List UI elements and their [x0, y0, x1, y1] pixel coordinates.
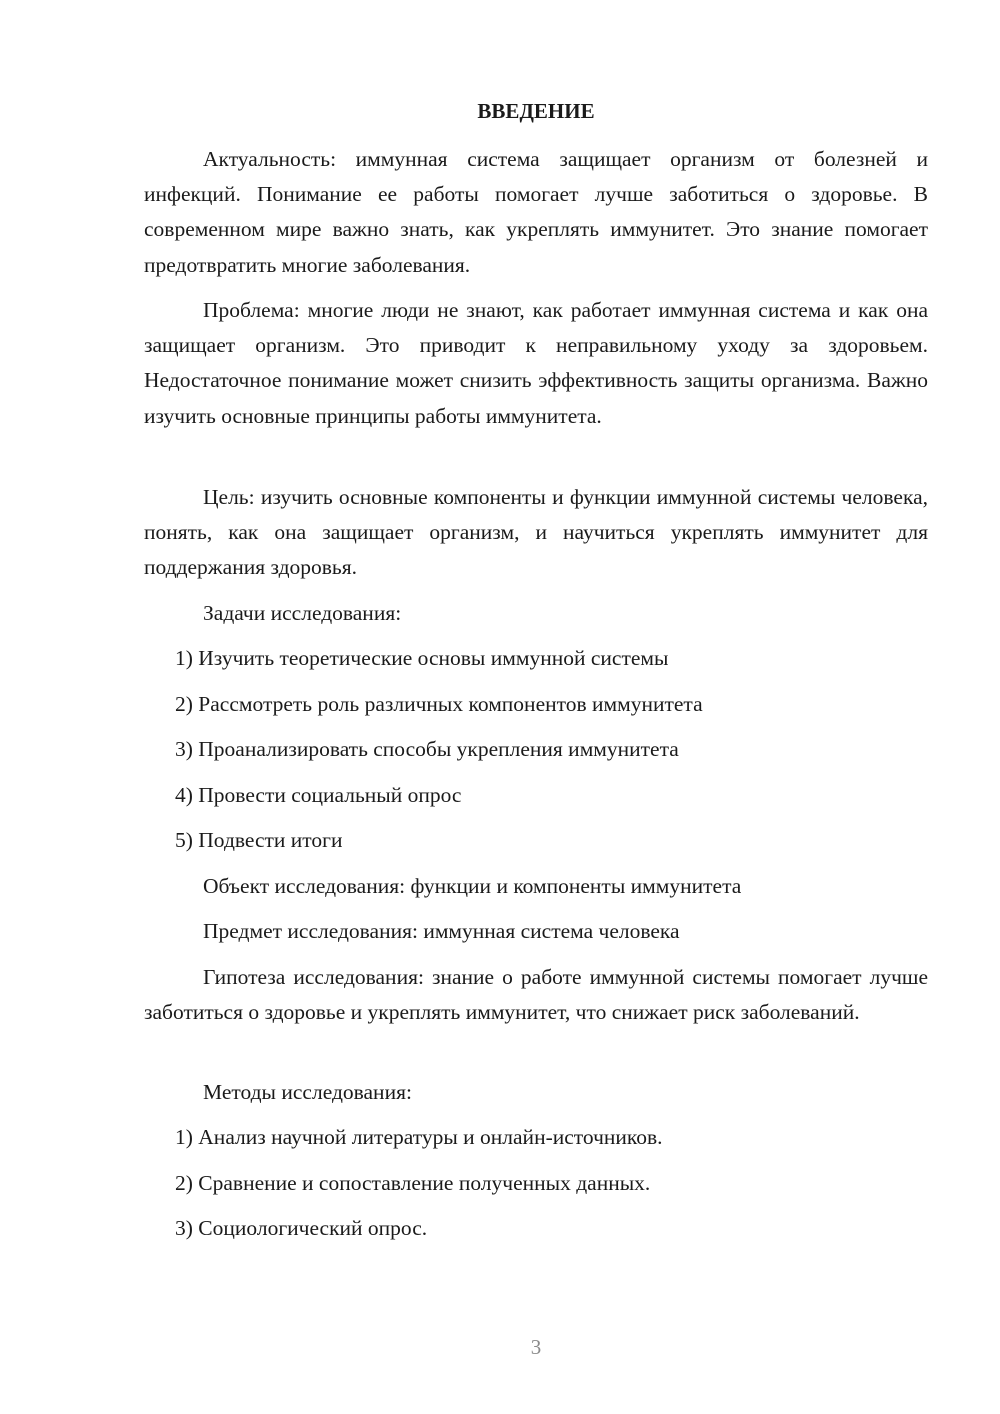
research-object: Объект исследования: функции и компоненты иммунитета — [203, 874, 742, 898]
paragraph-relevance: Актуальность: иммунная система защищает организм от болезней и инфекций. Понимание ее работы помогает лучше заботиться о здоровье. В современном мире важно знать, как укреплять иммунитет. Это знание помогает предотвратить многие заболевания. — [144, 147, 928, 277]
page-number: 3 — [530, 1335, 542, 1359]
page-title: ВВЕДЕНИЕ — [477, 99, 595, 123]
method-item: 3) Социологический опрос. — [175, 1216, 428, 1240]
methods-heading: Методы исследования: — [203, 1080, 412, 1104]
task-item: 1) Изучить теоретические основы иммунной системы — [175, 646, 669, 670]
tasks-heading: Задачи исследования: — [203, 601, 402, 625]
paragraph-hypothesis: Гипотеза исследования: знание о работе иммунной системы помогает лучше заботиться о здоровье и укреплять иммунитет, что снижает риск заболеваний. — [144, 965, 928, 1025]
method-item: 1) Анализ научной литературы и онлайн-источников. — [175, 1125, 663, 1149]
paragraph-problem: Проблема: многие люди не знают, как работает иммунная система и как она защищает организм. Это приводит к неправильному уходу за здоровьем. Недостаточное понимание может снизить эффективность защиты организма. Важно изучить основные принципы работы иммунитета. — [144, 298, 928, 428]
task-item: 3) Проанализировать способы укрепления иммунитета — [175, 737, 679, 761]
task-item: 5) Подвести итоги — [175, 828, 343, 852]
paragraph-goal: Цель: изучить основные компоненты и функции иммунной системы человека, понять, как она защищает организм, и научиться укреплять иммунитет для поддержания здоровья. — [144, 485, 928, 580]
method-item: 2) Сравнение и сопоставление полученных данных. — [175, 1171, 651, 1195]
task-item: 2) Рассмотреть роль различных компонентов иммунитета — [175, 692, 703, 716]
research-subject: Предмет исследования: иммунная система человека — [203, 919, 680, 943]
task-item: 4) Провести социальный опрос — [175, 783, 462, 807]
